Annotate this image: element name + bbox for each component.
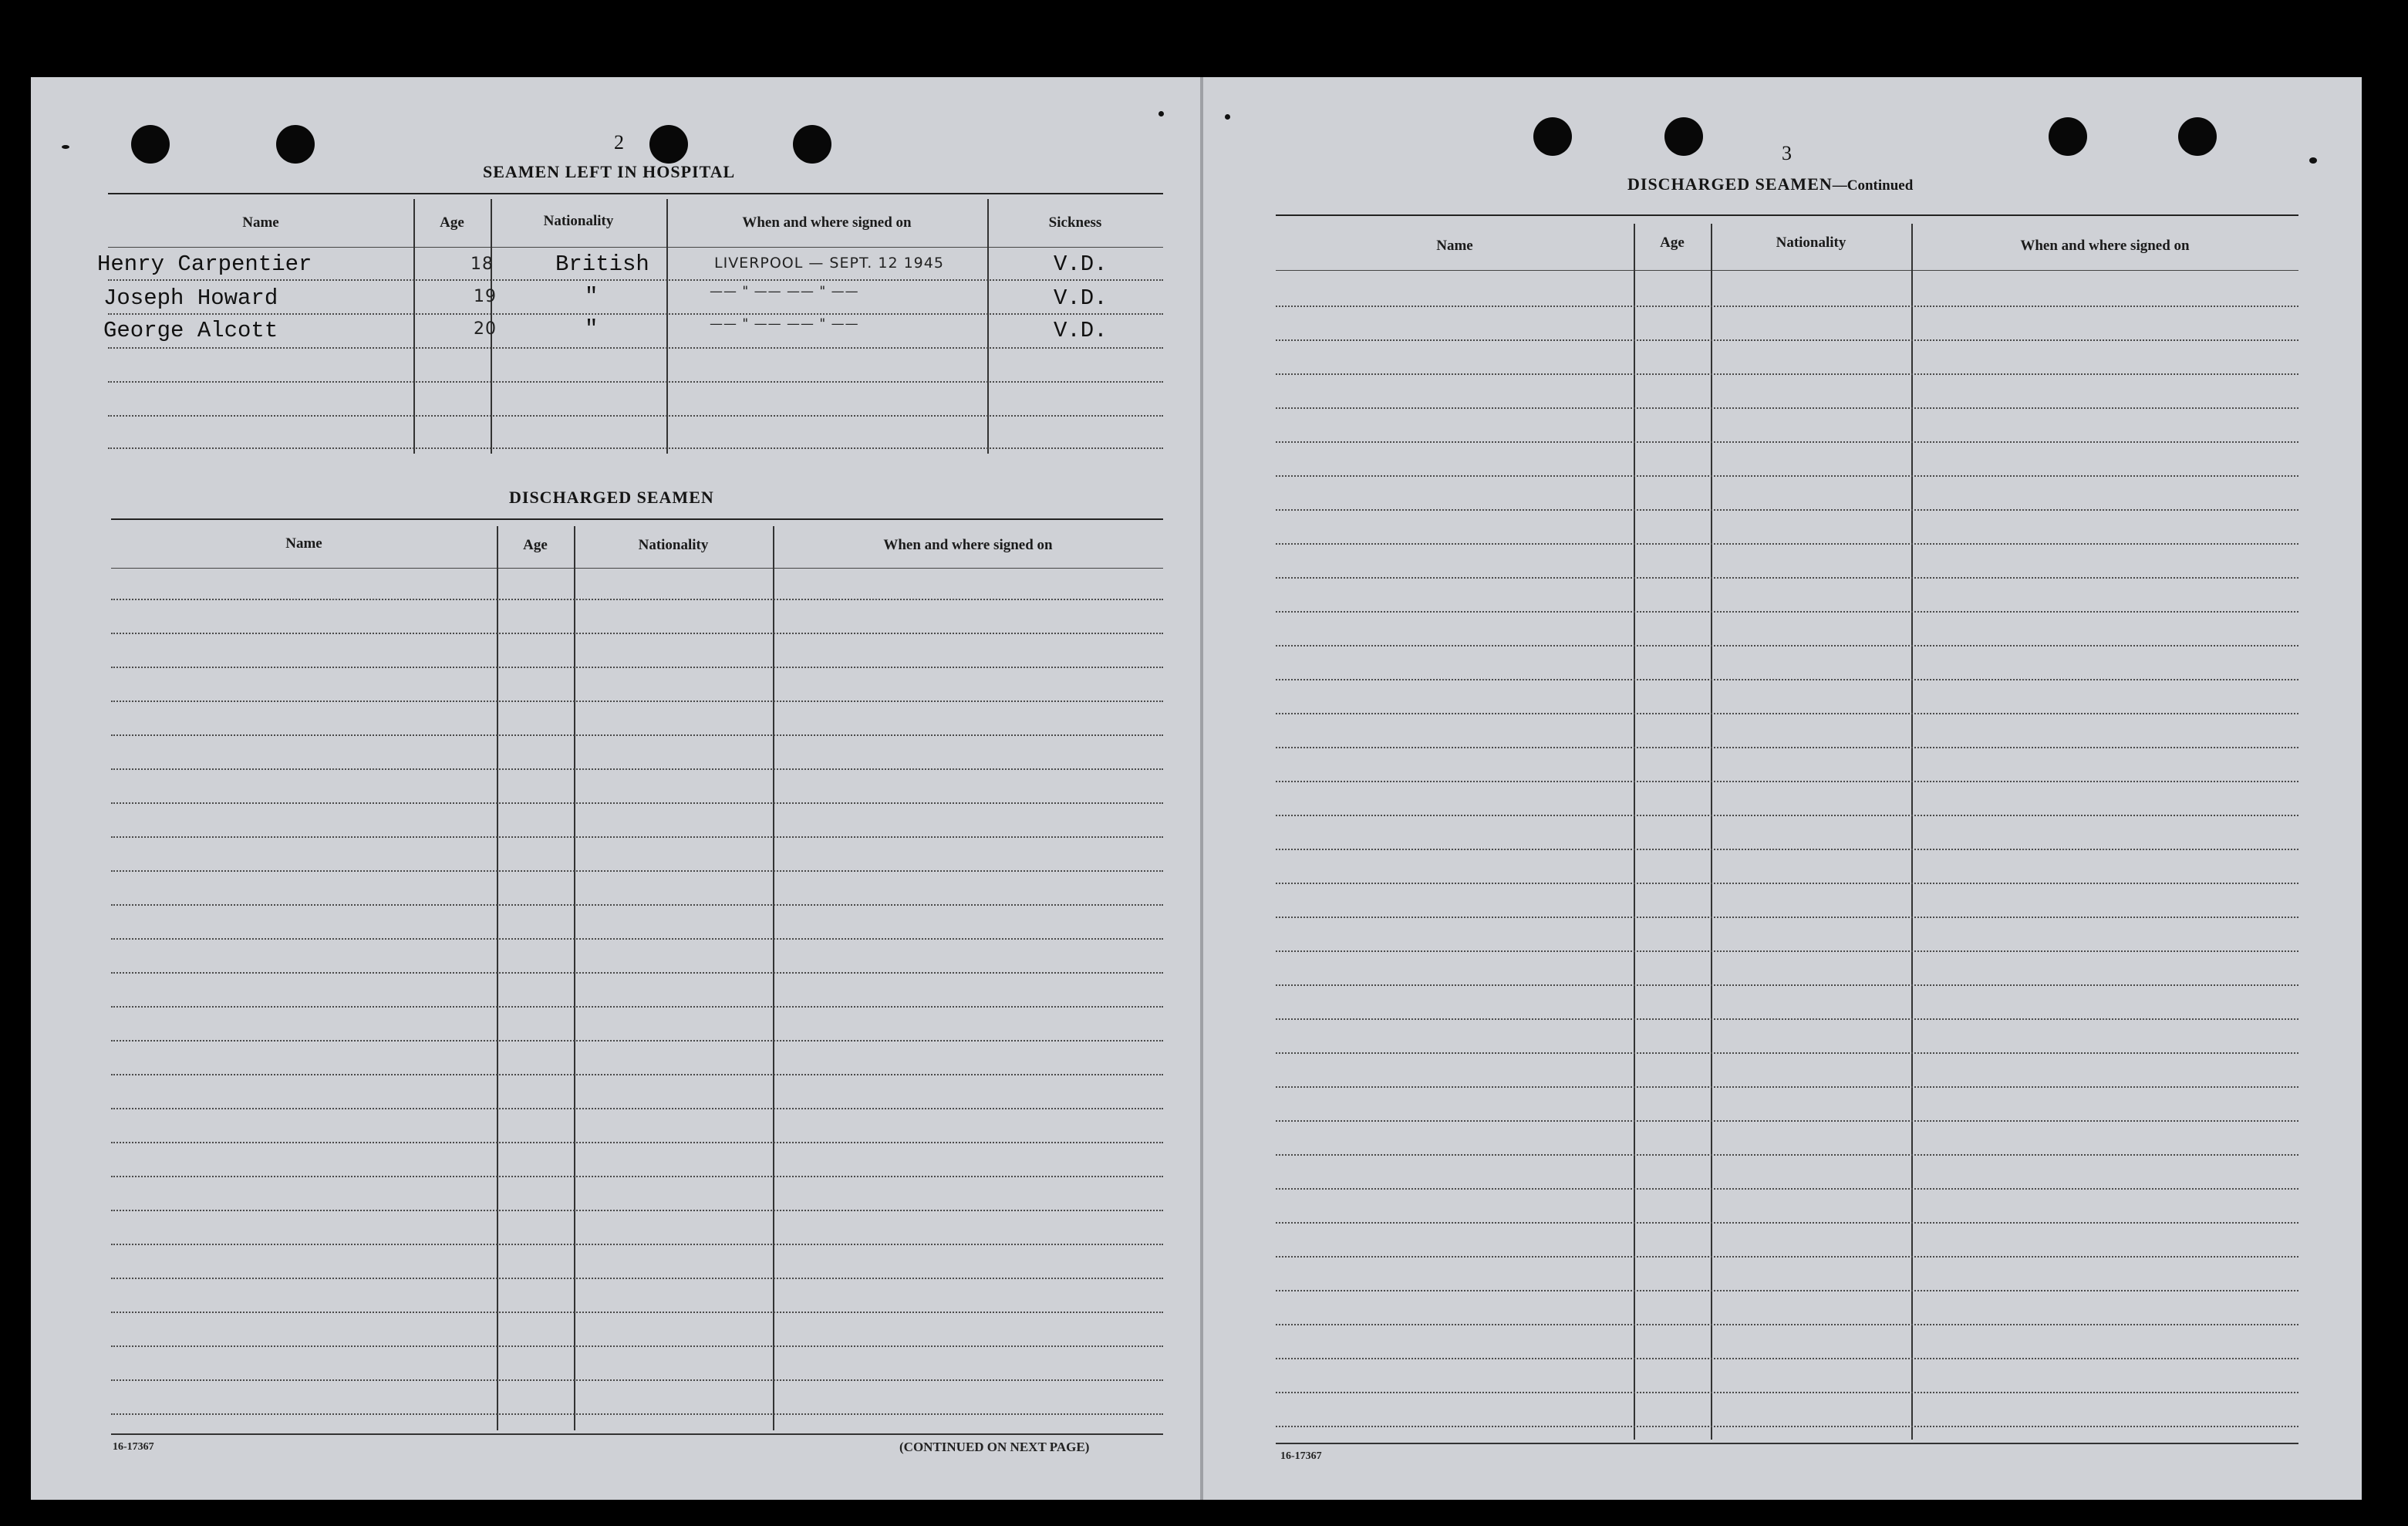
punch-hole	[793, 125, 831, 164]
ruled-line	[1276, 543, 2298, 545]
hospital-table	[97, 193, 1163, 460]
ruled-line	[111, 701, 1163, 702]
ruled-line	[1276, 815, 2298, 816]
ruled-line	[111, 836, 1163, 838]
ruled-line	[111, 1108, 1163, 1109]
ruled-line	[111, 802, 1163, 804]
ruled-line	[1276, 475, 2298, 477]
ruled-line	[111, 1074, 1163, 1075]
table-row-nationality: "	[585, 284, 599, 309]
hospital-section-title: SEAMEN LEFT IN HOSPITAL	[483, 162, 736, 181]
ruled-line	[1276, 1188, 2298, 1190]
ruled-line	[111, 1244, 1163, 1245]
ruled-line	[1276, 747, 2298, 748]
discharged-table-continued	[1276, 214, 2298, 1444]
discharged-section-title: DISCHARGED SEAMEN	[509, 488, 714, 507]
table-row-age: 19	[474, 287, 497, 306]
ruled-line	[1276, 407, 2298, 409]
ruled-line	[1276, 577, 2298, 579]
ruled-line	[111, 972, 1163, 974]
ruled-line	[1276, 1290, 2298, 1291]
continued-note: (CONTINUED ON NEXT PAGE)	[899, 1440, 1090, 1454]
right-page	[1203, 77, 2362, 1500]
punch-hole	[131, 125, 170, 164]
ruled-line	[111, 1345, 1163, 1347]
table-row-age: 18	[470, 255, 494, 274]
ruled-line	[1276, 1222, 2298, 1224]
speck	[1225, 114, 1230, 120]
speck	[2309, 157, 2317, 164]
ruled-line	[111, 938, 1163, 940]
ruled-line	[1276, 781, 2298, 782]
punch-hole	[2049, 117, 2087, 156]
table-row-signed-on: —— " —— —— " ——	[710, 316, 859, 332]
ruled-line	[111, 870, 1163, 872]
section-title-suffix: —Continued	[1832, 177, 1914, 194]
ruled-line	[1276, 306, 2298, 307]
header-name: Name	[285, 535, 322, 552]
table-row-nationality: "	[585, 316, 599, 342]
ruled-line	[111, 1312, 1163, 1313]
ruled-line	[1276, 441, 2298, 443]
discharged-table	[111, 518, 1163, 1435]
ruled-line	[1276, 645, 2298, 647]
ruled-line	[1276, 984, 2298, 986]
header-age: Age	[1660, 235, 1685, 251]
ruled-line	[1276, 917, 2298, 918]
ruled-line	[111, 1006, 1163, 1008]
ruled-line	[1276, 1358, 2298, 1359]
ruled-line	[1276, 679, 2298, 680]
discharged-continued-title	[1627, 174, 1913, 194]
header-sickness: Sickness	[1048, 214, 1102, 231]
punch-hole	[276, 125, 315, 164]
table-row-signed-on: —— " —— —— " ——	[710, 284, 859, 299]
ruled-line	[111, 599, 1163, 600]
header-signed-on: When and where signed on	[742, 214, 912, 231]
ruled-line	[1276, 1018, 2298, 1020]
header-age: Age	[440, 214, 464, 231]
form-number: 16-17367	[113, 1441, 154, 1453]
speck	[62, 145, 69, 149]
ruled-line	[111, 734, 1163, 736]
ruled-line	[1276, 1392, 2298, 1393]
ruled-line	[1276, 883, 2298, 884]
header-nationality: Nationality	[543, 213, 614, 229]
ruled-line	[111, 1379, 1163, 1381]
table-row-nationality: British	[555, 252, 649, 277]
section-title-main: DISCHARGED SEAMEN	[1627, 174, 1833, 194]
ruled-line	[111, 1278, 1163, 1279]
ruled-line	[111, 667, 1163, 668]
ruled-line	[111, 904, 1163, 906]
ruled-line	[1276, 1086, 2298, 1088]
table-row-sickness: V.D.	[1054, 252, 1108, 277]
table-row-name: George Alcott	[103, 318, 278, 343]
form-number: 16-17367	[1280, 1450, 1322, 1462]
ruled-line	[1276, 1052, 2298, 1054]
header-nationality: Nationality	[1776, 235, 1846, 251]
ruled-line	[1276, 1324, 2298, 1325]
table-row-name: Joseph Howard	[103, 285, 278, 311]
punch-hole	[649, 125, 688, 164]
ruled-line	[1276, 509, 2298, 511]
speck	[1158, 111, 1164, 116]
ruled-line	[1276, 1426, 2298, 1427]
ruled-line	[111, 1413, 1163, 1415]
header-name: Name	[1436, 238, 1473, 254]
punch-hole	[1664, 117, 1703, 156]
ruled-line	[1276, 849, 2298, 850]
table-row-signed-on: LIVERPOOL — SEPT. 12 1945	[714, 255, 944, 272]
ruled-line	[1276, 1154, 2298, 1156]
ruled-line	[111, 1176, 1163, 1177]
table-row-sickness: V.D.	[1054, 318, 1108, 343]
ruled-line	[111, 1210, 1163, 1211]
page-number: 2	[614, 131, 624, 154]
table-row-sickness: V.D.	[1054, 285, 1108, 311]
header-signed-on: When and where signed on	[2020, 238, 2190, 254]
ruled-line	[1276, 373, 2298, 375]
punch-hole	[2178, 117, 2217, 156]
ruled-line	[1276, 1256, 2298, 1258]
left-page	[31, 77, 1200, 1500]
page-number: 3	[1782, 142, 1792, 164]
punch-hole	[1533, 117, 1572, 156]
header-signed-on: When and where signed on	[883, 537, 1053, 553]
ruled-line	[1276, 611, 2298, 613]
header-name: Name	[242, 214, 279, 231]
ruled-line	[111, 633, 1163, 634]
ruled-line	[111, 1040, 1163, 1042]
table-row-age: 20	[474, 319, 497, 339]
ruled-line	[111, 768, 1163, 770]
ruled-line	[111, 1142, 1163, 1143]
ruled-line	[1276, 339, 2298, 341]
table-row-name: Henry Carpentier	[97, 252, 312, 277]
header-nationality: Nationality	[638, 537, 709, 553]
ruled-line	[1276, 950, 2298, 952]
header-age: Age	[523, 537, 548, 553]
ruled-line	[1276, 1120, 2298, 1122]
ruled-line	[1276, 713, 2298, 714]
